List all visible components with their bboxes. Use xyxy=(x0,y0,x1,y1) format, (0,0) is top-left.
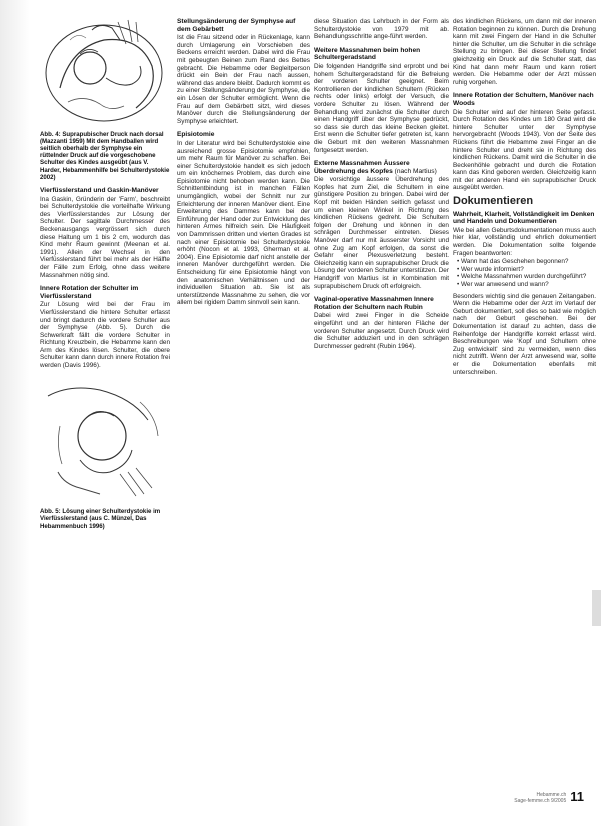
paragraph-weitere-massnahmen: Die folgenden Handgriffe sind erprobt und bei hohem Schultergeradstand für die Befreiung der vorderen Schulter geeignet. Beim Kontrollieren der kindlichen Schultern (Rücken rechts oder links) erfolgt der Versuch, die vordere Schulter zu lösen. Während der Behandlung wird zunächst die Schulter durch einen Handgriff über der Symphyse gedrückt, so dass sie durch das kleine Becken gleitet. Erst wenn die Schulter tiefer getreten ist, kann die Geburt mit den weiteren Massnahmen fortgesetzt werden. xyxy=(314,62,449,154)
heading-externe-massnahmen-author: (nach Martius) xyxy=(394,167,437,175)
paragraph-innere-rotation-vierfuessler: Zur Lösung wird bei der Frau im Vierfüsslerstand die hintere Schulter erfasst und bringt dadurch die vordere Schulter aus der Symphyse (Abb. 5). Durch die Schwerkraft fällt die vordere Schulter in Richtung Kreuzbein, die Hebamme kann den Arm des Kindes lösen. Schulter, die obere Schulter kann dann durch innere Rotation frei werden (Davis 1996). xyxy=(40,301,170,370)
paragraph-col4-intro: des kindlichen Rückens, um dann mit der inneren Rotation beginnen zu können. Durch die Drehung kann mit zwei Fingern der Hand in die Schulter hinter die Schulter, um die Schulter in die schräge Stellung zu bringen. Bei dieser Stellung findet gleichzeitig ein Druck auf die Schulter statt, das Kind hat dann mehr Raum und kann rotiert werden. Die Hebamme oder der Arzt müssen ruhig vorgehen. xyxy=(453,18,596,86)
paragraph-dokumentation: Besonders wichtig sind die genauen Zeitangaben. Wenn die Hebamme oder der Arzt im Verlauf der Geburt dokumentiert, soll dies so bald wie möglich nach der Geburt geschehen. Bei der Dokumentation ist darauf zu achten, dass die Reihenfolge der Handgriffe korrekt erfasst wird. Beschreibungen wie 'Kopf und Schultern ohne Zug entwickelt' sind zu vermeiden, wenn dies nicht zutrifft. Wenn der Arzt anwesend war, sollte er die Dokumentation ebenfalls mit unterschreiben. xyxy=(453,292,596,376)
page-side-tab xyxy=(592,590,601,626)
heading-vaginal-operative: Vaginal-operative Massnahmen Innere Rotation der Schultern nach Rubin xyxy=(314,296,434,311)
heading-vierfuesslerstand: Vierfüsslerstand und Gaskin-Manöver xyxy=(40,187,159,195)
list-item: • Wann hat das Geschehen begonnen? xyxy=(457,258,569,266)
journal-name xyxy=(514,792,566,804)
paragraph-woods: Die Schulter wird auf der hinteren Seite gefasst. Durch Rotation des Kindes um 180 Grad wird die hintere Schulter unter der Symphyse hervorgebracht (Woods 1943). Von der Seite des Rückens führt die Hebamme zwei Finger an die hintere Schulter und dreht sie in Richtung des kindlichen Rückens. Damit wird die Schulter in die Beckenhöhle gebracht und durch die Rotation kann das Kind geboren werden. Gleichzeitig kann mit der anderen Hand ein suprapubischer Druck ausgeübt werden. xyxy=(453,108,596,192)
list-item: • Wer wurde informiert? xyxy=(457,265,524,273)
figure-4-caption: Abb. 4: Suprapubischer Druck nach dorsal (Mazzanti 1959) Mit dem Handballen wird seitlich oberhalb der Symphyse ein rütteInder Druck auf die vorgeschobene Schulter des Kindes ausgeübt (aus V. Harder, Hebammenhilfe bei Schulterdystokie 2002) xyxy=(40,130,170,181)
paragraph-externe-massnahmen: Die vorsichtige äussere Überdrehung des Kopfes hat zum Ziel, die Schultern in eine günstigere Position zu bringen. Dabei wird der Kopf mit beiden Händen seitlich gefasst und um einen kleinen Winkel in Richtung des kindlichen Rückens gedreht. Die Schultern folgen der Drehung und können in den schrägen Durchmesser eintreten. Dieses Manöver darf nur mit äusserster Vorsicht und ohne Zug am Kopf erfolgen, da sonst die Gefahr einer Plexusverletzung besteht. Gleichzeitig kann ein suprapubischer Druck die Lösung der vorderen Schulter unterstützen. Der Handgriff von Martius ist in Kombination mit suprapubischem Druck oft erfolgreich. xyxy=(314,176,449,290)
heading-innere-rotation-vierfuessler: Innere Rotation der Schulter im Vierfüsslerstand xyxy=(40,285,139,300)
heading-wahrheit: Wahrheit, Klarheit, Vollständigkeit im Denken und Handeln und Dokumentieren xyxy=(453,210,595,226)
paragraph-stellungsaenderung: Ist die Frau sitzend oder in Rückenlage, kann durch Umlagerung ein Vorschieben des Beckens erreicht werden. Dabei wird die Frau mit gebeugten Beinen zum Rand des Bettes gebracht. Die Hebamme oder Begleitperson drückt ein Bein der Frau nach aussen, während das andere bleibt. Dadurch kommt es zu einer Stellungsänderung der Symphyse, die ein Lösen der Schulter ermöglicht. Wenn die Frau auf dem Gebärbett sitzt, wird dieses Manöver durch die Stellungsänderung der Symphyse erleichtert. xyxy=(177,34,310,125)
figure-5-caption: Abb. 5: Lösung einer Schulterdystokie im Vierfüsslerstand (aus C. Münzel, Das Hebammenbuch 1996) xyxy=(40,508,161,530)
paragraph-intro-col3: diese Situation das Lehrbuch in der Form als Schulterdystokie von 1979 mit ab. Behandlungsschritte ange-führt werden. xyxy=(314,18,449,41)
figure-4-illustration xyxy=(40,18,168,128)
paragraph-vaginal-operative: Dabei wird zwei Finger in die Scheide eingeführt und an der hinteren Fläche der vorderen Schulter angesetzt. Durch Druck wird die Schulter adduziert und in den schrägen Durchmesser gedreht (Rubin 1964). xyxy=(314,312,449,350)
column-1 xyxy=(40,18,170,536)
heading-weitere-massnahmen: Weitere Massnahmen beim hohen Schultergeradstand xyxy=(314,46,421,62)
page-footer xyxy=(514,789,584,804)
heading-externe-massnahmen-text: Externe Massnahmen Äussere Überdrehung des Kopfes xyxy=(314,160,410,175)
column-4 xyxy=(453,18,596,382)
column-2 xyxy=(177,18,310,313)
list-item: • Welche Massnahmen wurden durchgeführt? xyxy=(457,273,587,281)
column-3 xyxy=(314,18,449,356)
heading-externe-massnahmen xyxy=(314,160,449,175)
figure-5-illustration xyxy=(40,376,168,506)
section-title-dokumentieren: Dokumentieren xyxy=(453,195,534,208)
heading-episiotomie: Episiotomie xyxy=(177,131,215,139)
paragraph-vierfuesslerstand: Ina Gaskin, Gründerin der 'Farm', beschreibt bei Schulterdystokie die vorteilhafte Wirkung des Vierfüsslerstandes zur Lösung der Schulter. Der sagittale Durchmesser des Beckenausgangs vergrössert sich durch diese Haltung um 1 bis 2 cm, wodurch das Kind mehr Raum gewinnt (Meenan et al. 1991). Allein der Wechsel in den Vierfüsslerstand führt bei mehr als der Hälfte der Fälle zum Erfolg, ohne dass weitere Massnahmen nötig sind. xyxy=(40,195,170,279)
paragraph-episiotomie: In der Literatur wird bei Schulterdystokie eine ausreichend grosse Episiotomie empfohlen, um mehr Raum für Manöver zu schaffen. Bei einer Schulterdystokie handelt es sich jedoch um ein knöchernes Problem, das durch eine Episiotomie nicht behoben werden kann. Die Schnittentbindung ist in manchen Fällen unumgänglich, wobei der Schnitt nur zur Erleichterung der inneren Manöver dient. Eine Erweiterung des Dammes kann bei der Einführung der Hand oder zur Entwicklung des hinteren Armes hilfreich sein. Die Häufigkeit von Dammrissen dritten und vierten Grades ist nach einer Episiotomie bei Schulterdystokie erhöht (Nocon et al. 1993, Gherman et al. 2004). Eine Episiotomie darf nicht anstelle der inneren Manöver durchgeführt werden. Die Entscheidung für eine Episiotomie hängt von den anatomischen Verhältnissen und der individuellen Situation ab. Sie ist als unterstützende Massnahme zu sehen, die vor allem bei rigidem Damm sinnvoll sein kann. xyxy=(177,139,310,307)
journal-line-2: Sage-femme.ch 9/2005 xyxy=(514,798,567,804)
heading-stellungsaenderung: Stellungsänderung der Symphyse auf dem Gebärbett xyxy=(177,18,296,33)
journal-line-1: Hebamme.ch xyxy=(536,792,567,798)
page-number: 11 xyxy=(570,789,584,804)
list-item: • Wer war anwesend und wann? xyxy=(457,281,549,288)
scan-edge-shadow xyxy=(0,0,30,826)
heading-woods: Innere Rotation der Schultern, Manöver nach Woods xyxy=(453,92,594,107)
paragraph-wahrheit: Wie bei allen Geburtsdokumentationen muss auch hier klar, vollständig und ehrlich dokumentiert werden. Die Dokumentation sollte folgende Fragen beantworten: xyxy=(453,226,596,257)
